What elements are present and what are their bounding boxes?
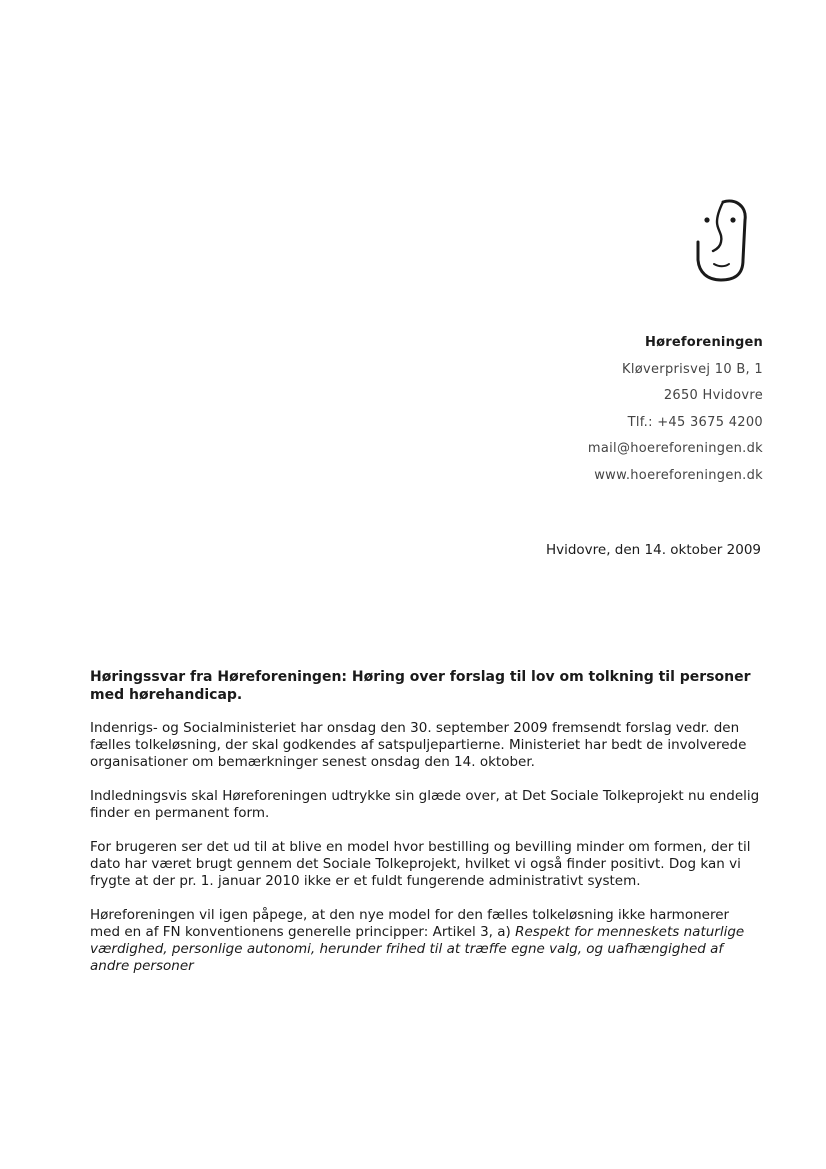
sender-block [588,330,763,489]
sender-email: mail@hoereforeningen.dk [587,441,763,456]
convention-quote: Respekt for menneskets naturlige værdighed, personlige autonomi, herunder frihed til at træffe egne valg, og uafhængighed af andre personer [90,924,745,974]
paragraph-3: For brugeren ser det ud til at blive en model hvor bestilling og bevilling minder om formen, der til dato har været brugt gennem det Sociale Tolkeprojekt, hvilket vi også finder positivt. Dog kan vi frygte at der pr. 1. januar 2010 ikke er et fuldt fungerende administrativt system. [90,839,751,889]
paragraph-2: Indledningsvis skal Høreforeningen udtrykke sin glæde over, at Det Sociale Tolkeprojekt nu endelig finder en permanent form. [90,788,760,821]
letter-body [90,668,760,992]
letter-heading: Høringssvar fra Høreforeningen: Høring over forslag til lov om tolkning til personer med hørehandicap. [90,669,751,703]
hoereforeningen-logo-icon [693,196,749,284]
sender-organization: Høreforeningen [645,335,763,350]
paragraph-1: Indenrigs- og Socialministeriet har onsdag den 30. september 2009 fremsendt forslag vedr. den fælles tolkeløsning, der skal godkendes af satspuljepartierne. Ministeriet har bedt de involverede organisationer om bemærkninger senest onsdag den 14. oktober. [90,720,747,770]
sender-address-line2: 2650 Hvidovre [663,388,763,403]
paragraph-4 [90,907,760,975]
sender-address-line1: Kløverprisvej 10 B, 1 [622,361,763,377]
sender-phone: Tlf.: +45 3675 4200 [627,414,763,430]
paragraph-4-text: Høreforeningen vil igen påpege, at den nye model for den fælles tolkeløsning ikke harmonerer med en af FN konventionens generelle principper: Artikel 3, a) [90,907,730,940]
letter-date: Hvidovre, den 14. oktober 2009 [545,542,761,558]
sender-website: www.hoereforeningen.dk [594,467,763,483]
